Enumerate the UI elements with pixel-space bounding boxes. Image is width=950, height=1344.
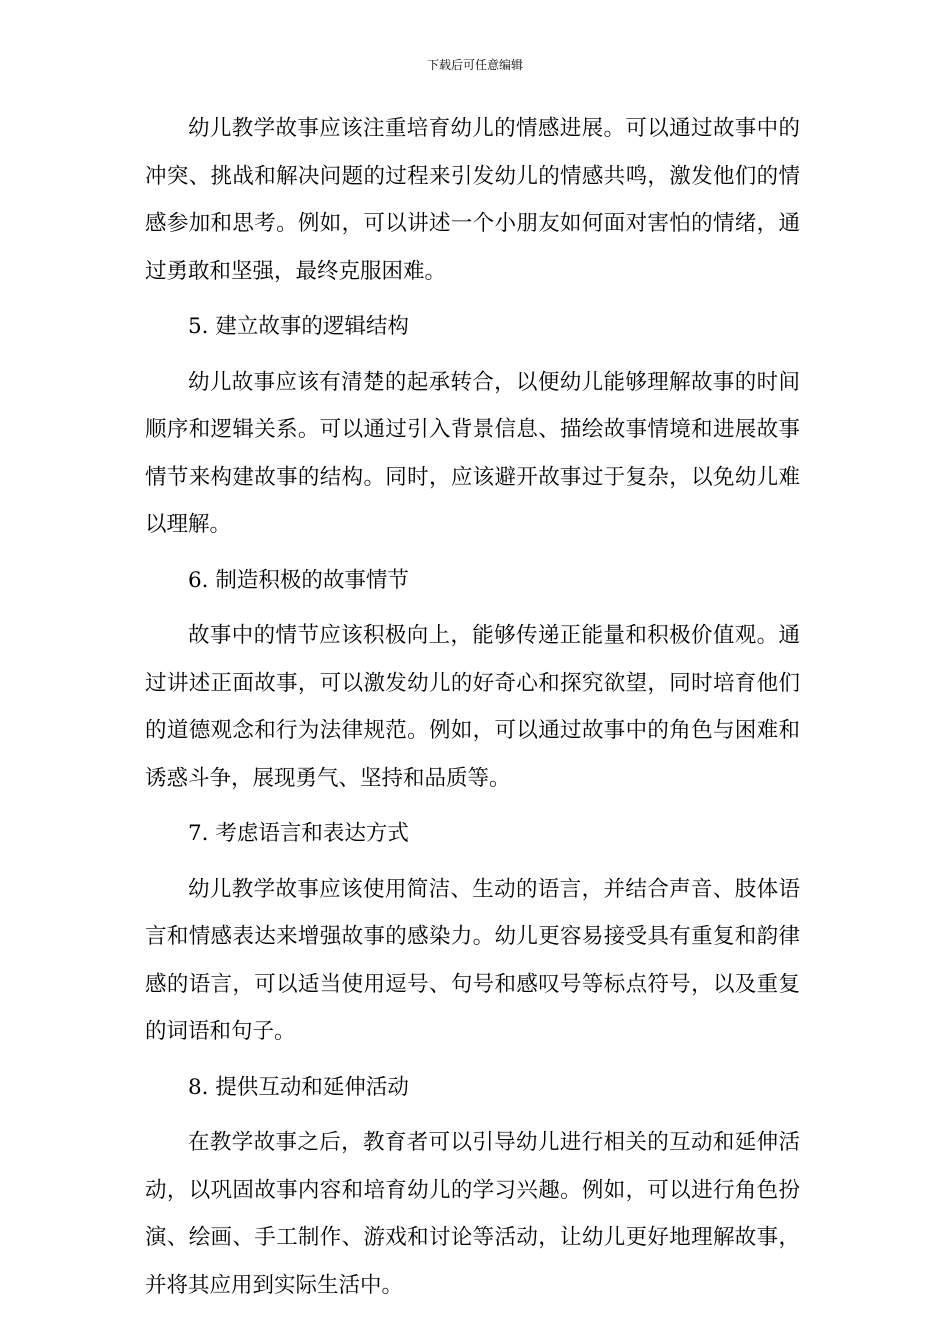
document-body [145,105,800,1309]
paragraph-language-expression: 幼儿教学故事应该使用简洁、生动的语言，并结合声音、肢体语言和情感表达来增强故事的感染力。幼儿更容易接受具有重复和韵律感的语言，可以适当使用逗号、句号和感叹号等标点符号，以及重复的词语和句子。 [145,876,800,1044]
paragraph-logical-structure: 幼儿故事应该有清楚的起承转合，以便幼儿能够理解故事的时间顺序和逻辑关系。可以通过引入背景信息、描绘故事情境和进展故事情节来构建故事的结构。同时，应该避开故事过于复杂，以免幼儿难以理解。 [145,369,800,537]
page-header-note: 下载后可任意编辑 [426,58,523,72]
section-heading-7: 7. 考虑语言和表达方式 [188,821,409,846]
paragraph-positive-plot: 故事中的情节应该积极向上，能够传递正能量和积极价值观。通过讲述正面故事，可以激发幼儿的好奇心和探究欲望，同时培育他们的道德观念和行为法律规范。例如，可以通过故事中的角色与困难和诱惑斗争，展现勇气、坚持和品质等。 [145,623,800,791]
section-heading-6: 6. 制造积极的故事情节 [188,567,409,593]
section-heading-8: 8. 提供互动和延伸活动 [188,1074,409,1100]
paragraph-emotional-development: 幼儿教学故事应该注重培育幼儿的情感进展。可以通过故事中的冲突、挑战和解决问题的过程来引发幼儿的情感共鸣，激发他们的情感参加和思考。例如，可以讲述一个小朋友如何面对害怕的情绪，通过勇敢和坚强，最终克服困难。 [145,116,800,284]
section-heading-5: 5. 建立故事的逻辑结构 [188,314,409,339]
paragraph-interactive-activities: 在教学故事之后，教育者可以引导幼儿进行相关的互动和延伸活动，以巩固故事内容和培育幼儿的学习兴趣。例如，可以进行角色扮演、绘画、手工制作、游戏和讨论等活动，让幼儿更好地理解故事，并将其应用到实际生活中。 [145,1130,800,1298]
